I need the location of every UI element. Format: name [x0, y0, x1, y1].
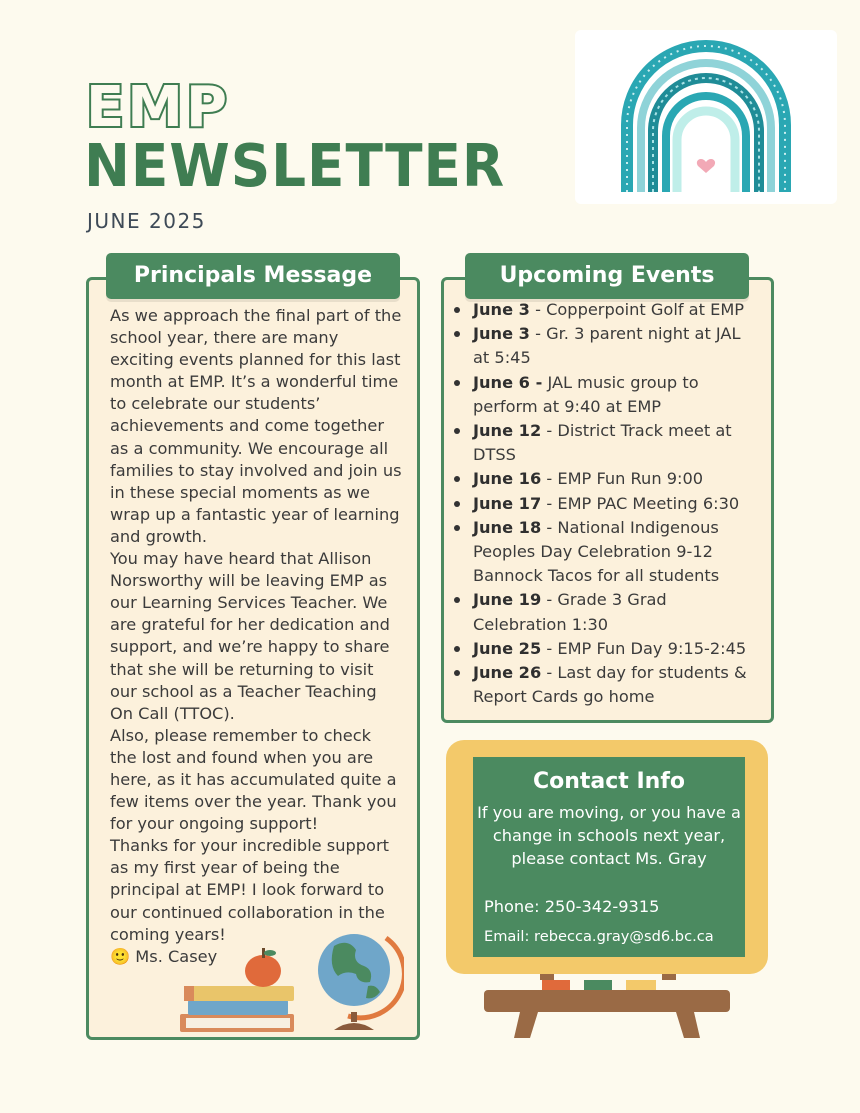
message-paragraph: Also, please remember to check the lost and found when you are here, as it has accumulated quite a few items over the year. Thank you for your ongoing support! — [110, 725, 397, 834]
bullet-icon — [454, 670, 460, 676]
bullet-icon — [454, 428, 460, 434]
event-item — [452, 637, 757, 661]
event-item — [452, 467, 757, 491]
event-text: - EMP Fun Day 9:15-2:45 — [541, 638, 747, 658]
event-text: - Last day for students & Report Cards go home — [473, 663, 747, 707]
event-date: June 19 — [473, 590, 542, 610]
event-item — [452, 322, 757, 370]
event-item — [452, 419, 757, 467]
newsletter-title-emp: EMP — [86, 75, 231, 140]
bullet-icon — [454, 380, 460, 386]
event-date: June 12 — [473, 421, 542, 441]
newsletter-title: NEWSLETTER — [84, 131, 506, 200]
event-text: - District Track meet at DTSS — [473, 421, 732, 465]
bullet-icon — [454, 597, 460, 603]
event-item — [452, 298, 757, 322]
event-item — [452, 371, 757, 419]
bullet-icon — [454, 307, 460, 313]
event-date: June 16 — [473, 469, 542, 489]
message-paragraph: As we approach the final part of the school year, there are many exciting events planned for this last month at EMP. It’s a wonderful time to celebrate our students’ achievements and come together as a community. We encourage all families to stay involved and join us in these special moments as we wrap up a fantastic year of learning and growth. — [110, 306, 402, 546]
event-date: June 25 — [473, 638, 542, 658]
issue-date: JUNE 2025 — [87, 209, 206, 233]
bullet-icon — [454, 525, 460, 531]
event-date: June 6 - — [473, 372, 543, 392]
contact-phone: Phone: 250-342-9315 — [484, 897, 660, 916]
globe-icon — [308, 924, 404, 1036]
message-paragraph: You may have heard that Allison Norsworthy will be leaving EMP as our Learning Services Teacher. We are grateful for her dedication and support, and we’re happy to share that she will be returning to visit our school as a Teacher Teaching On Call (TTOC). — [110, 549, 390, 723]
event-date: June 3 — [473, 324, 530, 344]
upcoming-events-heading: Upcoming Events — [465, 253, 749, 299]
event-date: June 3 — [473, 300, 530, 319]
event-text: - Grade 3 Grad Celebration 1:30 — [473, 590, 667, 634]
event-text: - EMP Fun Run 9:00 — [541, 469, 704, 489]
books-apple-icon — [176, 944, 300, 1036]
event-text: JAL music group to perform at 9:40 at EMP — [473, 372, 699, 416]
bullet-icon — [454, 501, 460, 507]
event-text: - Copperpoint Golf at EMP — [529, 300, 745, 319]
event-item — [452, 661, 757, 709]
event-date: June 17 — [473, 493, 542, 513]
bullet-icon — [454, 646, 460, 652]
bullet-icon — [454, 476, 460, 482]
principal-message-body — [110, 305, 402, 968]
event-text: - Gr. 3 parent night at JAL at 5:45 — [473, 324, 741, 368]
event-text: - EMP PAC Meeting 6:30 — [541, 493, 740, 513]
principal-message-heading: Principals Message — [106, 253, 400, 299]
events-list — [452, 298, 757, 709]
event-date: June 26 — [473, 663, 542, 683]
contact-info-heading: Contact Info — [532, 769, 686, 794]
rainbow-illustration — [575, 30, 837, 204]
event-item — [452, 492, 757, 516]
event-text: - National Indigenous Peoples Day Celebration 9-12 Bannock Tacos for all students — [473, 517, 720, 586]
event-item — [452, 588, 757, 636]
bullet-icon — [454, 331, 460, 337]
contact-info-text: If you are moving, or you have a change in schools next year, please contact Ms. Gray — [477, 803, 741, 868]
contact-email: Email: rebecca.gray@sd6.bc.ca — [484, 928, 714, 945]
easel-icon — [480, 964, 736, 1040]
message-signature: 🙂 Ms. Casey — [110, 946, 218, 966]
message-paragraph: Thanks for your incredible support as my first year of being the principal at EMP! I look forward to our continued collaboration in the coming years! — [110, 836, 389, 944]
event-item — [452, 516, 757, 589]
event-date: June 18 — [473, 517, 542, 537]
